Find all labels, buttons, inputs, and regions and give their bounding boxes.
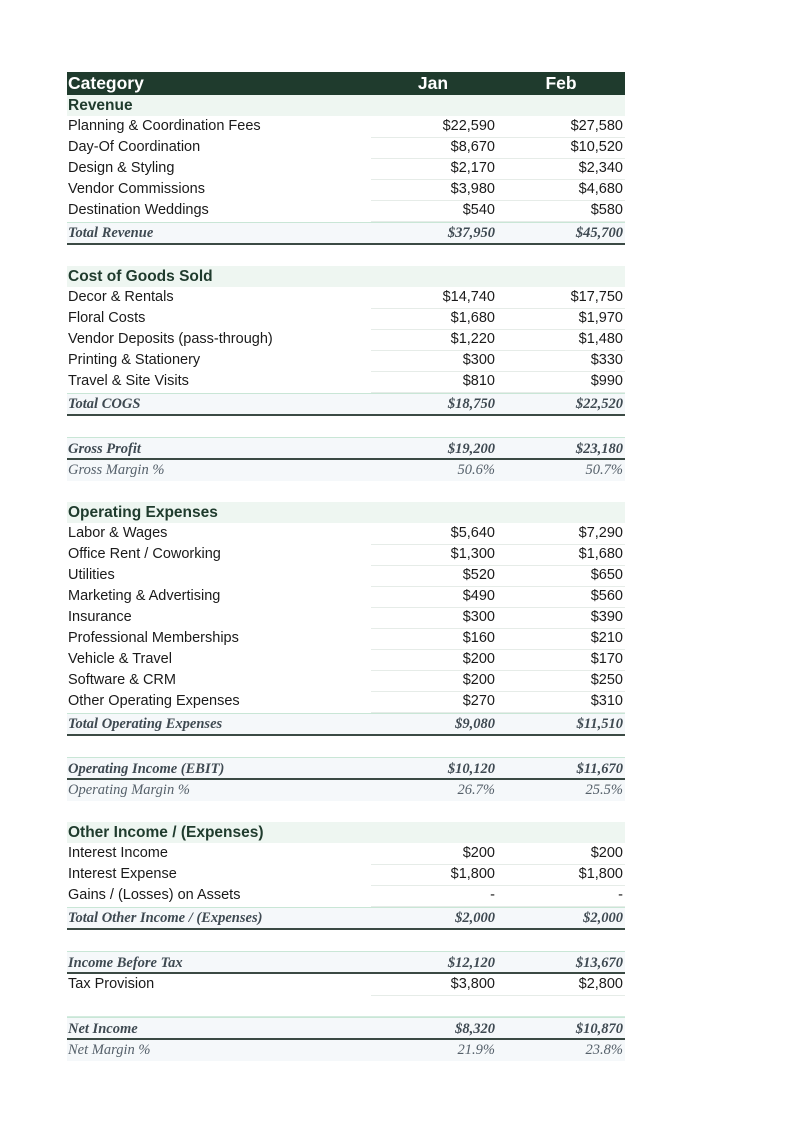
- opex-items: [67, 523, 625, 712]
- line-feb: $1,970: [578, 310, 623, 326]
- metric-feb: $23,180: [575, 441, 623, 457]
- pct-feb: 23.8%: [585, 1042, 623, 1058]
- section-title: Other Income / (Expenses): [68, 824, 264, 841]
- line-feb: $10,520: [570, 139, 623, 155]
- total-jan: $18,750: [447, 396, 495, 412]
- income-statement-table: [67, 72, 625, 1061]
- line-jan: $3,800: [450, 976, 495, 992]
- total-cogs-row: [67, 393, 625, 416]
- line-feb: $2,800: [578, 976, 623, 992]
- line-jan: $200: [462, 651, 495, 667]
- total-jan: $9,080: [455, 716, 495, 732]
- line-feb: $27,580: [570, 118, 623, 134]
- metric-feb: $11,670: [576, 761, 623, 777]
- total-label: Total Revenue: [68, 225, 154, 241]
- pct-jan: 21.9%: [457, 1042, 495, 1058]
- spacer: [67, 736, 625, 757]
- line-jan: $3,980: [450, 181, 495, 197]
- revenue-items: [67, 116, 625, 221]
- table-row: [67, 628, 625, 649]
- line-jan: $810: [462, 373, 495, 389]
- line-label: Office Rent / Coworking: [68, 546, 221, 562]
- table-row: [67, 607, 625, 628]
- total-other-row: [67, 907, 625, 930]
- pct-label: Gross Margin %: [68, 462, 165, 478]
- section-other: [67, 822, 625, 843]
- line-jan: $270: [462, 693, 495, 709]
- line-feb: $390: [590, 609, 623, 625]
- spacer: [67, 416, 625, 437]
- total-feb: $2,000: [583, 910, 623, 926]
- line-label: Tax Provision: [68, 976, 155, 992]
- line-feb: $1,680: [578, 546, 623, 562]
- line-jan: $200: [462, 845, 495, 861]
- header-category: Category: [68, 73, 144, 93]
- table-row: [67, 137, 625, 158]
- line-jan: $490: [462, 588, 495, 604]
- section-opex: [67, 502, 625, 523]
- line-feb: $4,680: [578, 181, 623, 197]
- line-feb: $1,480: [578, 331, 623, 347]
- table-row: [67, 523, 625, 544]
- section-title: Revenue: [68, 97, 133, 114]
- line-jan: $22,590: [442, 118, 495, 134]
- line-feb: $990: [590, 373, 623, 389]
- line-feb: $330: [590, 352, 623, 368]
- metric-jan: $12,120: [447, 955, 495, 971]
- line-feb: $650: [590, 567, 623, 583]
- table-row: [67, 158, 625, 179]
- line-jan: $160: [462, 630, 495, 646]
- table-row: [67, 544, 625, 565]
- operating-margin-row: [67, 780, 625, 801]
- line-label: Labor & Wages: [68, 525, 168, 541]
- line-feb: $250: [590, 672, 623, 688]
- line-label: Destination Weddings: [68, 202, 209, 218]
- line-label: Travel & Site Visits: [68, 373, 189, 389]
- pct-feb: 50.7%: [585, 462, 623, 478]
- line-label: Printing & Stationery: [68, 352, 201, 368]
- line-label: Utilities: [68, 567, 115, 583]
- line-label: Planning & Coordination Fees: [68, 118, 261, 134]
- line-feb: $170: [590, 651, 623, 667]
- line-label: Interest Expense: [68, 866, 177, 882]
- line-label: Design & Styling: [68, 160, 175, 176]
- line-label: Day-Of Coordination: [68, 139, 201, 155]
- section-revenue: [67, 95, 625, 116]
- header-feb: Feb: [545, 73, 577, 93]
- pct-jan: 50.6%: [457, 462, 495, 478]
- line-jan: $2,170: [450, 160, 495, 176]
- tax-provision-row: [67, 974, 625, 995]
- line-label: Decor & Rentals: [68, 289, 174, 305]
- table-row: [67, 179, 625, 200]
- total-revenue-row: [67, 222, 625, 245]
- pct-label: Operating Margin %: [68, 782, 190, 798]
- line-feb: $580: [590, 202, 623, 218]
- metric-jan: $8,320: [455, 1021, 495, 1037]
- income-before-tax-row: [67, 951, 625, 974]
- line-feb: -: [618, 887, 623, 903]
- line-label: Gains / (Losses) on Assets: [68, 887, 241, 903]
- line-label: Marketing & Advertising: [68, 588, 221, 604]
- metric-feb: $10,870: [575, 1021, 623, 1037]
- ebit-row: [67, 757, 625, 780]
- line-jan: $520: [462, 567, 495, 583]
- header-jan: Jan: [417, 73, 449, 93]
- line-label: Vendor Commissions: [68, 181, 205, 197]
- table-row: [67, 565, 625, 586]
- line-label: Other Operating Expenses: [68, 693, 240, 709]
- line-label: Software & CRM: [68, 672, 176, 688]
- metric-jan: $19,200: [447, 441, 495, 457]
- line-jan: $1,300: [450, 546, 495, 562]
- metric-label: Income Before Tax: [68, 955, 183, 971]
- line-feb: $1,800: [578, 866, 623, 882]
- line-label: Vendor Deposits (pass-through): [68, 331, 273, 347]
- total-feb: $22,520: [575, 396, 623, 412]
- spacer: [67, 801, 625, 822]
- table-row: [67, 586, 625, 607]
- table-row: [67, 308, 625, 329]
- metric-jan: $10,120: [447, 761, 495, 777]
- metric-label: Net Income: [68, 1021, 138, 1037]
- total-jan: $2,000: [455, 910, 495, 926]
- pct-feb: 25.5%: [585, 782, 623, 798]
- section-title: Cost of Goods Sold: [68, 268, 213, 285]
- total-opex-row: [67, 713, 625, 736]
- line-jan: $8,670: [450, 139, 495, 155]
- line-label: Insurance: [68, 609, 132, 625]
- line-jan: $200: [462, 672, 495, 688]
- pct-jan: 26.7%: [457, 782, 495, 798]
- table-row: [67, 691, 625, 712]
- table-row: [67, 350, 625, 371]
- spacer: [67, 930, 625, 951]
- table-row: [67, 200, 625, 221]
- cogs-items: [67, 287, 625, 392]
- total-feb: $45,700: [575, 225, 623, 241]
- line-label: Floral Costs: [68, 310, 146, 326]
- pct-label: Net Margin %: [68, 1042, 151, 1058]
- gross-margin-row: [67, 460, 625, 481]
- table-header: [67, 72, 625, 95]
- metric-feb: $13,670: [575, 955, 623, 971]
- section-cogs: [67, 266, 625, 287]
- table-row: [67, 885, 625, 906]
- spacer: [67, 481, 625, 502]
- table-row: [67, 287, 625, 308]
- line-jan: $5,640: [450, 525, 495, 541]
- line-feb: $17,750: [570, 289, 623, 305]
- net-margin-row: [67, 1040, 625, 1061]
- line-jan: $300: [462, 352, 495, 368]
- line-feb: $310: [590, 693, 623, 709]
- gross-profit-row: [67, 437, 625, 460]
- metric-label: Operating Income (EBIT): [68, 761, 225, 777]
- total-jan: $37,950: [447, 225, 495, 241]
- table-row: [67, 329, 625, 350]
- line-jan: $540: [462, 202, 495, 218]
- line-jan: -: [490, 887, 495, 903]
- line-feb: $210: [590, 630, 623, 646]
- table-row: [67, 670, 625, 691]
- total-label: Total Other Income / (Expenses): [68, 910, 263, 926]
- line-jan: $14,740: [442, 289, 495, 305]
- table-row: [67, 843, 625, 864]
- table-row: [67, 864, 625, 885]
- line-label: Interest Income: [68, 845, 168, 861]
- line-feb: $560: [590, 588, 623, 604]
- total-feb: $11,510: [576, 716, 623, 732]
- line-feb: $7,290: [578, 525, 623, 541]
- table-row: [67, 371, 625, 392]
- line-jan: $1,220: [450, 331, 495, 347]
- section-title: Operating Expenses: [68, 504, 218, 521]
- spacer: [67, 995, 625, 1017]
- net-income-row: [67, 1017, 625, 1040]
- table-row: [67, 116, 625, 137]
- other-items: [67, 843, 625, 906]
- total-label: Total Operating Expenses: [68, 716, 223, 732]
- line-feb: $2,340: [578, 160, 623, 176]
- total-label: Total COGS: [68, 396, 141, 412]
- line-jan: $300: [462, 609, 495, 625]
- spacer: [67, 245, 625, 266]
- line-feb: $200: [590, 845, 623, 861]
- table-row: [67, 649, 625, 670]
- line-label: Professional Memberships: [68, 630, 239, 646]
- line-jan: $1,680: [450, 310, 495, 326]
- line-label: Vehicle & Travel: [68, 651, 172, 667]
- metric-label: Gross Profit: [68, 441, 141, 457]
- line-jan: $1,800: [450, 866, 495, 882]
